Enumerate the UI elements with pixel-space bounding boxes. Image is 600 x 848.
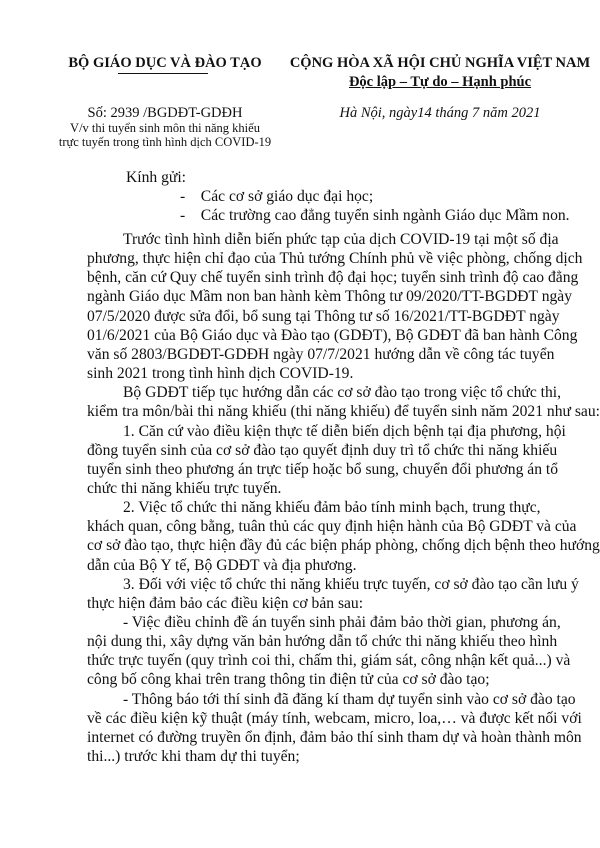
- body-line: sinh 2021 trong tình hình dịch COVID-19.: [87, 365, 354, 383]
- recipient-item: - Các trường cao đẳng tuyển sinh ngành Giáo dục Mầm non.: [180, 207, 570, 224]
- body-line: cơ sở đào tạo, thực hiện đầy đủ các biện pháp phòng, chống dịch bệnh theo hướng: [87, 537, 600, 555]
- document-number: Số: 2939 /BGDĐT-GDĐH: [87, 105, 243, 121]
- body-line: 1. Căn cứ vào điều kiện thực tế diễn biến dịch bệnh tại địa phương, hội: [123, 422, 566, 440]
- body-line: dẫn của Bộ Y tế, Bộ GDĐT và địa phương.: [87, 556, 357, 574]
- body-line: 3. Đối với việc tổ chức thi năng khiếu trực tuyến, cơ sở đào tạo cần lưu ý: [123, 575, 579, 593]
- recipient-text: Các cơ sở giáo dục đại học;: [200, 188, 374, 205]
- body-line: 2. Việc tổ chức thi năng khiếu đảm bảo tính minh bạch, trung thực,: [123, 499, 541, 517]
- recipients-label: Kính gửi:: [126, 169, 186, 186]
- body-line: văn số 2803/BGDĐT-GDĐH ngày 07/7/2021 hướng dẫn về công tác tuyển: [87, 345, 555, 363]
- subject-line: trực tuyến trong tình hình dịch COVID-19: [58, 135, 272, 149]
- place-date: Hà Nội, ngày14 tháng 7 năm 2021: [339, 105, 541, 121]
- ministry-underline: [118, 73, 208, 74]
- body-line: tuyển sinh theo phương án trực tiếp hoặc bổ sung, chuyển đổi phương án tổ: [87, 460, 559, 478]
- body-line: bệnh, căn cứ Quy chế tuyển sinh trình độ đại học; tuyển sinh trình độ cao đẳng: [87, 269, 579, 287]
- body-line: ngành Giáo dục Mầm non ban hành kèm Thông tư 09/2020/TT-BGDĐT ngày: [87, 288, 573, 306]
- body-line: thức trực tuyến (quy trình coi thi, chấm thi, giám sát, công nhận kết quả...) và: [87, 652, 571, 670]
- body-line: về các điều kiện kỹ thuật (máy tính, webcam, micro, loa,… và được kết nối với: [87, 709, 582, 727]
- national-motto: Độc lập – Tự do – Hạnh phúc: [348, 74, 532, 90]
- body-line: 01/6/2021 của Bộ Giáo dục và Đào tạo (GDĐT), Bộ GDĐT đã ban hành Công: [87, 326, 578, 344]
- body-line: internet có đường truyền ổn định, đảm bảo thí sinh tham dự và hoàn thành môn: [87, 728, 582, 746]
- body-line: kiểm tra môn/bài thi năng khiếu (thi năng khiếu) để tuyển sinh năm 2021 như sau:: [87, 403, 600, 421]
- recipient-item: - Các cơ sở giáo dục đại học;: [180, 188, 374, 205]
- body-line: - Việc điều chỉnh đề án tuyển sinh phải đảm bảo thời gian, phương án,: [123, 614, 561, 631]
- body-line: chức thi năng khiếu trực tuyến.: [87, 479, 282, 497]
- ministry-name: BỘ GIÁO DỤC VÀ ĐÀO TẠO: [68, 55, 262, 71]
- body-line: Trước tình hình diễn biến phức tạp của dịch COVID-19 tại một số địa: [123, 231, 559, 248]
- body-line: thi...) trước khi tham dự thi tuyển;: [87, 748, 300, 766]
- body-line: khách quan, công bằng, tuân thủ các quy định hiện hành của Bộ GDĐT và của: [87, 518, 577, 536]
- body-line: thực hiện đảm bảo các điều kiện cơ bản sau:: [87, 594, 364, 612]
- body-line: phương, thực hiện chỉ đạo của Thủ tướng Chính phủ về việc phòng, chống dịch: [87, 250, 583, 268]
- body-line: đồng tuyển sinh của cơ sở đào tạo quyết định duy trì tổ chức thi năng khiếu: [87, 441, 558, 459]
- body-line: Bộ GDĐT tiếp tục hướng dẫn các cơ sở đào tạo trong việc tổ chức thi,: [123, 384, 562, 402]
- body-line: - Thông báo tới thí sinh đã đăng kí tham dự tuyển sinh vào cơ sở đào tạo: [123, 690, 576, 708]
- nation-name: CỘNG HÒA XÃ HỘI CHỦ NGHĨA VIỆT NAM: [289, 55, 591, 71]
- body-line: công bố công khai trên trang thông tin điện tử của cơ sở đào tạo;: [87, 671, 490, 689]
- recipient-text: Các trường cao đẳng tuyển sinh ngành Giáo dục Mầm non.: [200, 207, 570, 224]
- subject-line: V/v thi tuyển sinh môn thi năng khiếu: [70, 121, 260, 135]
- body-line: 07/5/2020 được sửa đổi, bổ sung tại Thông tư số 16/2021/TT-BGDĐT ngày: [87, 307, 560, 325]
- body-line: nội dung thi, xây dựng văn bản hướng dẫn tổ chức thi năng khiếu theo hình: [87, 633, 558, 651]
